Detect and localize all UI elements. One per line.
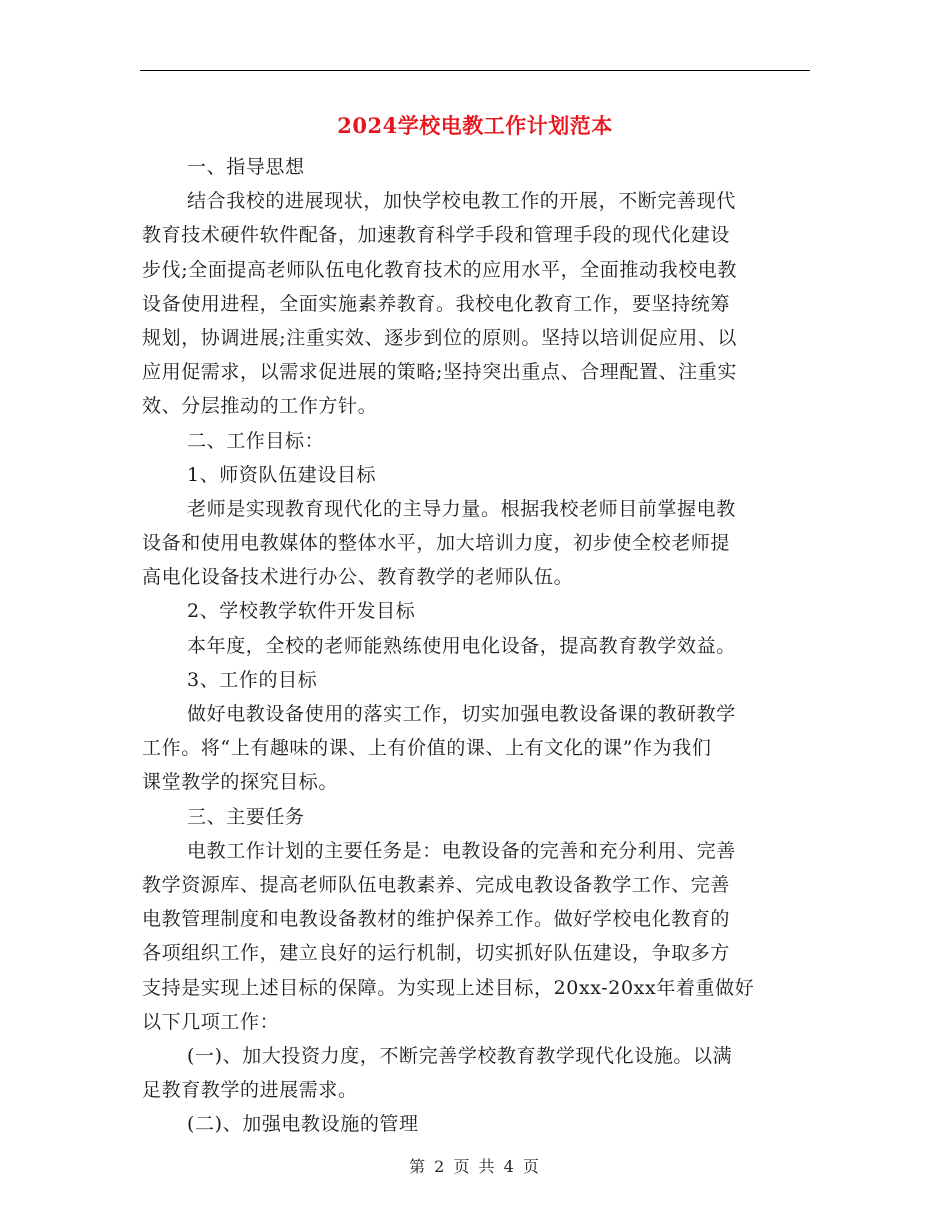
- document-title: 2024学校电教工作计划范本: [337, 113, 613, 138]
- paragraph-line: 高电化设备技术进行办公、教育教学的老师队伍。: [142, 566, 574, 589]
- paragraph-line: 规划，协调进展;注重实效、逐步到位的原则。坚持以培训促应用、以: [142, 326, 738, 349]
- paragraph-line: 电教管理制度和电教设备教材的维护保养工作。做好学校电化教育的: [142, 908, 731, 931]
- section-heading: 二、工作目标：: [187, 429, 325, 452]
- paragraph-line: 工作。将“上有趣味的课、上有价值的课、上有文化的课”作为我们: [142, 737, 712, 760]
- paragraph-line: 应用促需求，以需求促进展的策略;坚持突出重点、合理配置、注重实: [142, 361, 738, 384]
- header-rule: [140, 70, 810, 71]
- paragraph-line: 电教工作计划的主要任务是：电教设备的完善和充分利用、完善: [187, 839, 736, 862]
- paragraph-line: 老师是实现教育现代化的主导力量。根据我校老师目前掌握电教: [187, 497, 736, 520]
- paragraph-line: 各项组织工作，建立良好的运行机制，切实抓好队伍建设，争取多方: [142, 942, 731, 965]
- paragraph-line: 设备使用进程，全面实施素养教育。我校电化教育工作，要坚持统筹: [142, 292, 731, 315]
- paragraph-line: 设备和使用电教媒体的整体水平，加大培训力度，初步使全校老师提: [142, 532, 731, 555]
- paragraph-line: (一)、加大投资力度，不断完善学校教育教学现代化设施。以满: [187, 1044, 733, 1067]
- paragraph-line: 以下几项工作：: [142, 1010, 280, 1033]
- subsection-heading: 3、工作的目标: [187, 668, 318, 691]
- paragraph-line: 教学资源库、提高老师队伍电教素养、完成电教设备教学工作、完善: [142, 873, 731, 896]
- subsection-heading: (二)、加强电教设施的管理: [187, 1113, 419, 1136]
- paragraph-line: 结合我校的进展现状，加快学校电教工作的开展，不断完善现代: [187, 190, 736, 213]
- document-body: [142, 150, 810, 1141]
- paragraph-line: 效、分层推动的工作方针。: [142, 395, 378, 418]
- paragraph-line: 本年度，全校的老师能熟练使用电化设备，提高教育教学效益。: [187, 634, 736, 657]
- paragraph-line: 步伐;全面提高老师队伍电化教育技术的应用水平，全面推动我校电教: [142, 258, 738, 281]
- paragraph-line: 足教育教学的进展需求。: [142, 1079, 358, 1102]
- subsection-heading: 2、学校教学软件开发目标: [187, 600, 416, 623]
- paragraph-line: 做好电教设备使用的落实工作，切实加强电教设备课的教研教学: [187, 703, 736, 725]
- page-number: 第 2 页 共 4 页: [409, 1157, 541, 1176]
- paragraph-line: 支持是实现上述目标的保障。为实现上述目标，20xx-20xx年着重做好: [142, 976, 755, 999]
- paragraph-line: 课堂教学的探究目标。: [142, 771, 339, 794]
- section-heading: 一、指导思想: [187, 156, 305, 178]
- paragraph-line: 教育技术硬件软件配备，加速教育科学手段和管理手段的现代化建设: [142, 224, 731, 247]
- subsection-heading: 1、师资队伍建设目标: [187, 463, 377, 486]
- section-heading: 三、主要任务: [187, 805, 305, 828]
